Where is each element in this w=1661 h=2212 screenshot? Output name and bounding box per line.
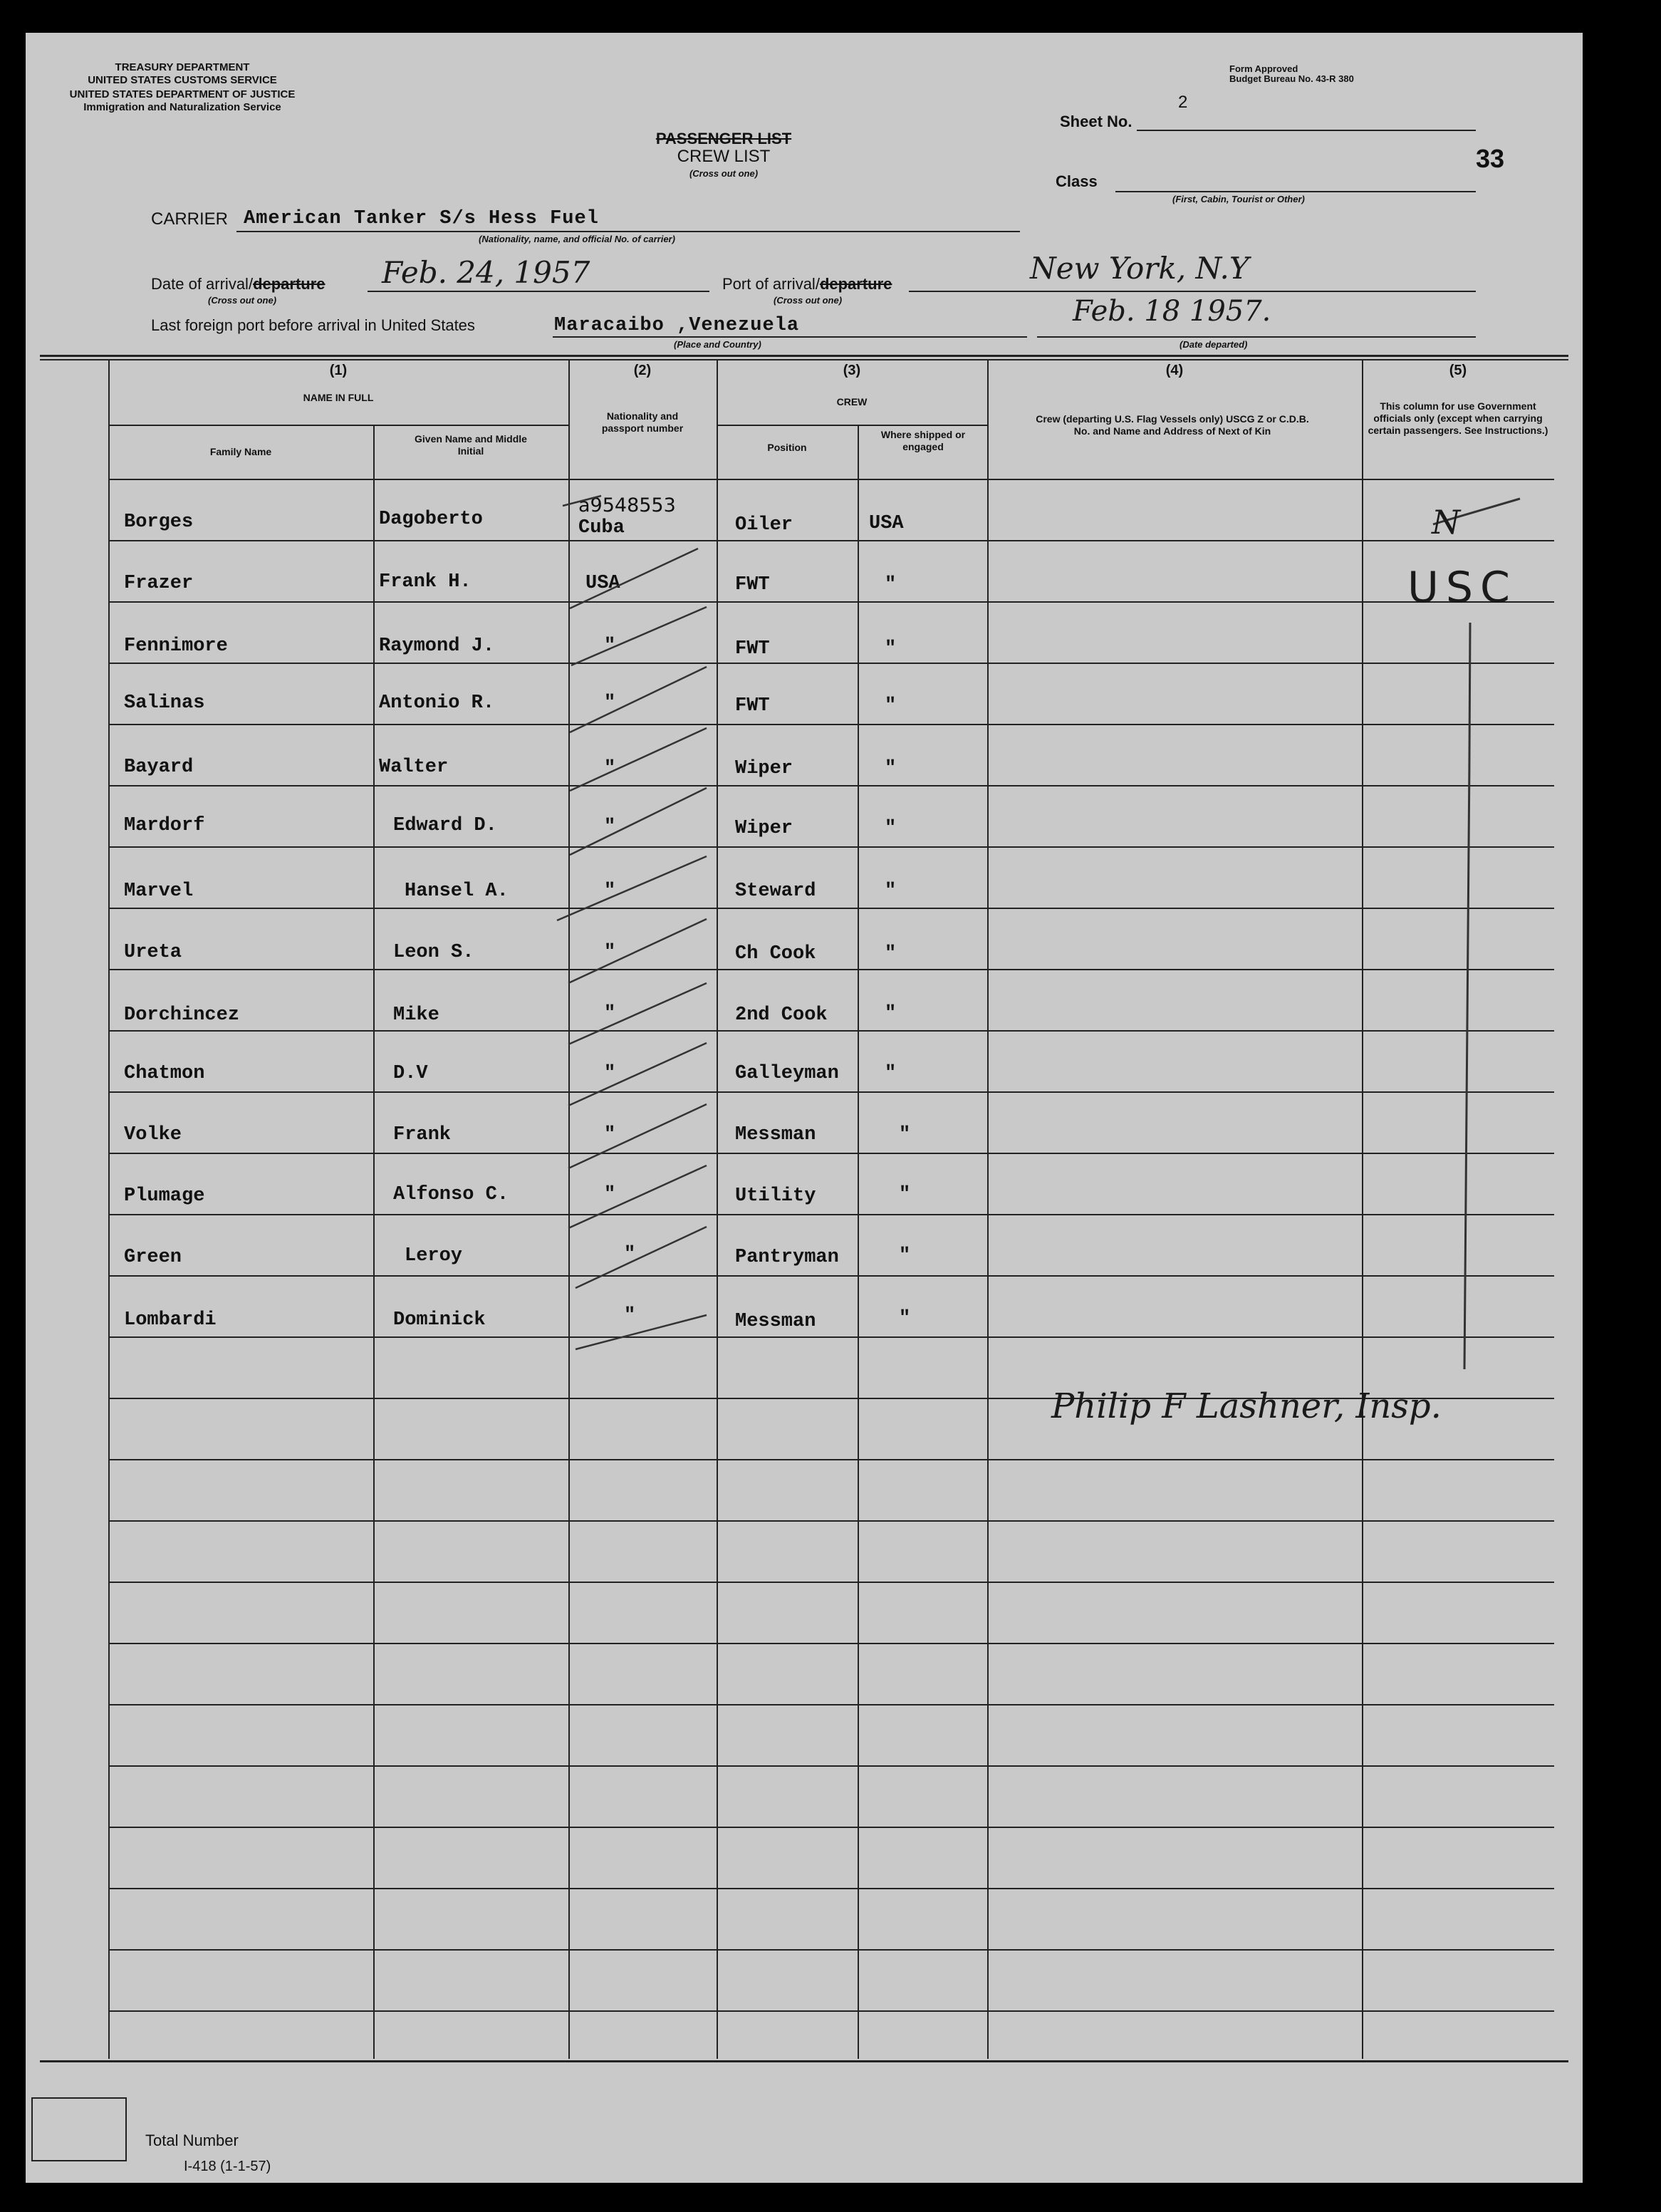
family-name: Borges (124, 512, 194, 533)
shipped: " (885, 881, 897, 902)
given-name: Mike (393, 1004, 439, 1026)
pencil-slash (570, 549, 698, 608)
family-name: Fennimore (124, 635, 228, 657)
family-name: Ureta (124, 942, 182, 963)
given-name: Hansel A. (405, 881, 509, 902)
col1-title: NAME IN FULL (303, 392, 374, 403)
shipped: " (899, 1124, 911, 1146)
family-name: Dorchincez (124, 1004, 240, 1026)
position: Ch Cook (735, 943, 816, 965)
vertical-bracket (1464, 623, 1470, 1369)
nationality: " (604, 816, 616, 838)
arrival-date: Feb. 24, 1957 (382, 255, 590, 290)
page-title: CREW LIST (677, 147, 771, 166)
pencil-slash (568, 1104, 707, 1168)
col3-number: (3) (843, 363, 861, 378)
family-name: Chatmon (124, 1063, 205, 1084)
position: Steward (735, 881, 816, 902)
pencil-slash (570, 667, 707, 732)
nationality: " (604, 1063, 616, 1084)
col2-number: (2) (633, 363, 652, 378)
col4-number: (4) (1165, 363, 1184, 378)
carrier-note: (Nationality, name, and official No. of carrier) (479, 234, 675, 244)
date-note: (Cross out one) (208, 295, 277, 306)
pencil-slash (568, 1165, 707, 1228)
position: Messman (735, 1311, 816, 1332)
col5-usc-mark: USC (1407, 563, 1517, 613)
col4-title: Crew (departing U.S. Flag Vessels only) USCG Z or C.D.B. No. and Name and Address of Next of Kin (1036, 413, 1309, 437)
shipped: " (885, 1063, 897, 1084)
inspector-signature: Philip F Lashner, Insp. (1051, 1386, 1442, 1426)
given-name: Dagoberto (379, 509, 483, 530)
col3-title: CREW (836, 396, 868, 407)
form-number: I-418 (1-1-57) (184, 2159, 271, 2174)
family-name: Marvel (124, 881, 194, 902)
pencil-slash (576, 1227, 707, 1288)
col2-title: Nationality and passport number (601, 410, 684, 434)
shipped: " (885, 638, 897, 660)
agency-line: UNITED STATES DEPARTMENT OF JUSTICE (69, 88, 296, 100)
shipped: " (885, 1003, 897, 1024)
nationality: USA (585, 573, 620, 594)
shipped: " (885, 943, 897, 965)
pencil-slash (557, 856, 707, 920)
nationality: " (604, 1003, 616, 1024)
nationality: " (604, 758, 616, 779)
position: FWT (735, 695, 770, 717)
pencil-slash (563, 496, 601, 506)
col5-number: (5) (1449, 363, 1467, 378)
col5-check-mark: N (1432, 503, 1461, 541)
port-label-prefix: Port of arrival/ (722, 275, 820, 293)
position: Galleyman (735, 1063, 839, 1084)
total-number-label: Total Number (145, 2131, 239, 2149)
nationality: " (604, 635, 616, 657)
pencil-slash (568, 983, 707, 1044)
given-name: Frank (393, 1124, 452, 1146)
class-label: Class (1056, 172, 1098, 190)
given-name: Walter (379, 757, 449, 778)
budget-bureau-number: Budget Bureau No. 43-R 380 (1229, 73, 1354, 84)
given-name: Raymond J. (379, 635, 495, 657)
position: Wiper (735, 758, 793, 779)
given-name: Leroy (405, 1245, 463, 1267)
last-port-note: (Place and Country) (674, 339, 761, 350)
family-name: Salinas (124, 692, 205, 714)
date-label-prefix: Date of arrival/ (151, 275, 254, 293)
position-header: Position (767, 442, 807, 453)
carrier-value: American Tanker S/s Hess Fuel (244, 208, 599, 229)
last-port-label: Last foreign port before arrival in United States (151, 316, 475, 334)
sheet-number: 2 (1178, 93, 1188, 112)
given-name: Antonio R. (379, 692, 495, 714)
nationality: " (604, 1124, 616, 1146)
port-note: (Cross out one) (774, 295, 843, 306)
pencil-slash (570, 728, 707, 791)
position: FWT (735, 638, 770, 660)
col5-title: This column for use Government officials only (except when carrying certain passengers. See Instructions.) (1368, 400, 1548, 436)
position: FWT (735, 574, 770, 596)
family-name: Frazer (124, 573, 194, 594)
family-name: Plumage (124, 1185, 205, 1207)
shipped-header: Where shipped or engaged (880, 429, 966, 452)
pencil-marks (26, 33, 1583, 2183)
family-name: Mardorf (124, 815, 205, 836)
pencil-slash (568, 919, 707, 983)
agency-line: Immigration and Naturalization Service (83, 101, 281, 113)
given-name: D.V (393, 1063, 428, 1084)
nationality: " (624, 1305, 636, 1326)
nationality: " (604, 1184, 616, 1205)
position: 2nd Cook (735, 1004, 828, 1026)
carrier-label: CARRIER (151, 209, 229, 229)
total-number-box (31, 2097, 127, 2161)
shipped: " (899, 1245, 911, 1267)
date-label-struck: departure (253, 275, 326, 293)
pencil-slash (571, 607, 707, 665)
agency-line: TREASURY DEPARTMENT (115, 61, 250, 73)
family-name: Bayard (124, 757, 194, 778)
col1-number: (1) (329, 363, 348, 378)
pencil-slash (576, 1315, 707, 1349)
title-note: (Cross out one) (689, 168, 759, 179)
family-name: Lombardi (124, 1309, 217, 1331)
given-name: Dominick (393, 1309, 486, 1331)
sheet-label: Sheet No. (1060, 113, 1132, 130)
position: Messman (735, 1124, 816, 1146)
agency-line: UNITED STATES CUSTOMS SERVICE (88, 74, 277, 86)
shipped: USA (869, 513, 904, 534)
nationality: " (604, 881, 616, 902)
form-approved-label: Form Approved (1229, 63, 1298, 74)
shipped: " (885, 758, 897, 779)
arrival-port: New York, N.Y (1030, 251, 1249, 286)
departed-note: (Date departed) (1180, 339, 1248, 350)
position: Oiler (735, 514, 793, 536)
given-name: Alfonso C. (393, 1184, 509, 1205)
passport-number: a9548553 (578, 494, 676, 516)
title-struck: PASSENGER LIST (655, 130, 792, 147)
shipped: " (885, 574, 897, 596)
shipped: " (899, 1184, 911, 1205)
given-name: Edward D. (393, 815, 497, 836)
given-name-header: Given Name and Middle Initial (415, 433, 527, 457)
nationality: " (604, 692, 616, 714)
nationality: Cuba (578, 517, 625, 539)
shipped: " (885, 695, 897, 717)
crew-list-form (26, 33, 1583, 2183)
pencil-slash (568, 1043, 707, 1106)
nationality: " (624, 1244, 636, 1265)
shipped: " (899, 1308, 911, 1329)
page-number: 33 (1476, 144, 1505, 173)
family-name: Volke (124, 1124, 182, 1146)
departed-date: Feb. 18 1957. (1073, 295, 1271, 328)
family-name-header: Family Name (209, 446, 272, 457)
family-name: Green (124, 1247, 182, 1268)
given-name: Leon S. (393, 942, 474, 963)
last-port-value: Maracaibo ,Venezuela (554, 315, 800, 336)
given-name: Frank H. (379, 571, 472, 593)
port-label-struck: departure (819, 275, 892, 293)
pencil-slash (570, 788, 707, 855)
class-note: (First, Cabin, Tourist or Other) (1172, 194, 1305, 204)
nationality: " (604, 942, 616, 963)
position: Utility (735, 1185, 816, 1207)
position: Wiper (735, 818, 793, 839)
position: Pantryman (735, 1247, 839, 1268)
shipped: " (885, 818, 897, 839)
